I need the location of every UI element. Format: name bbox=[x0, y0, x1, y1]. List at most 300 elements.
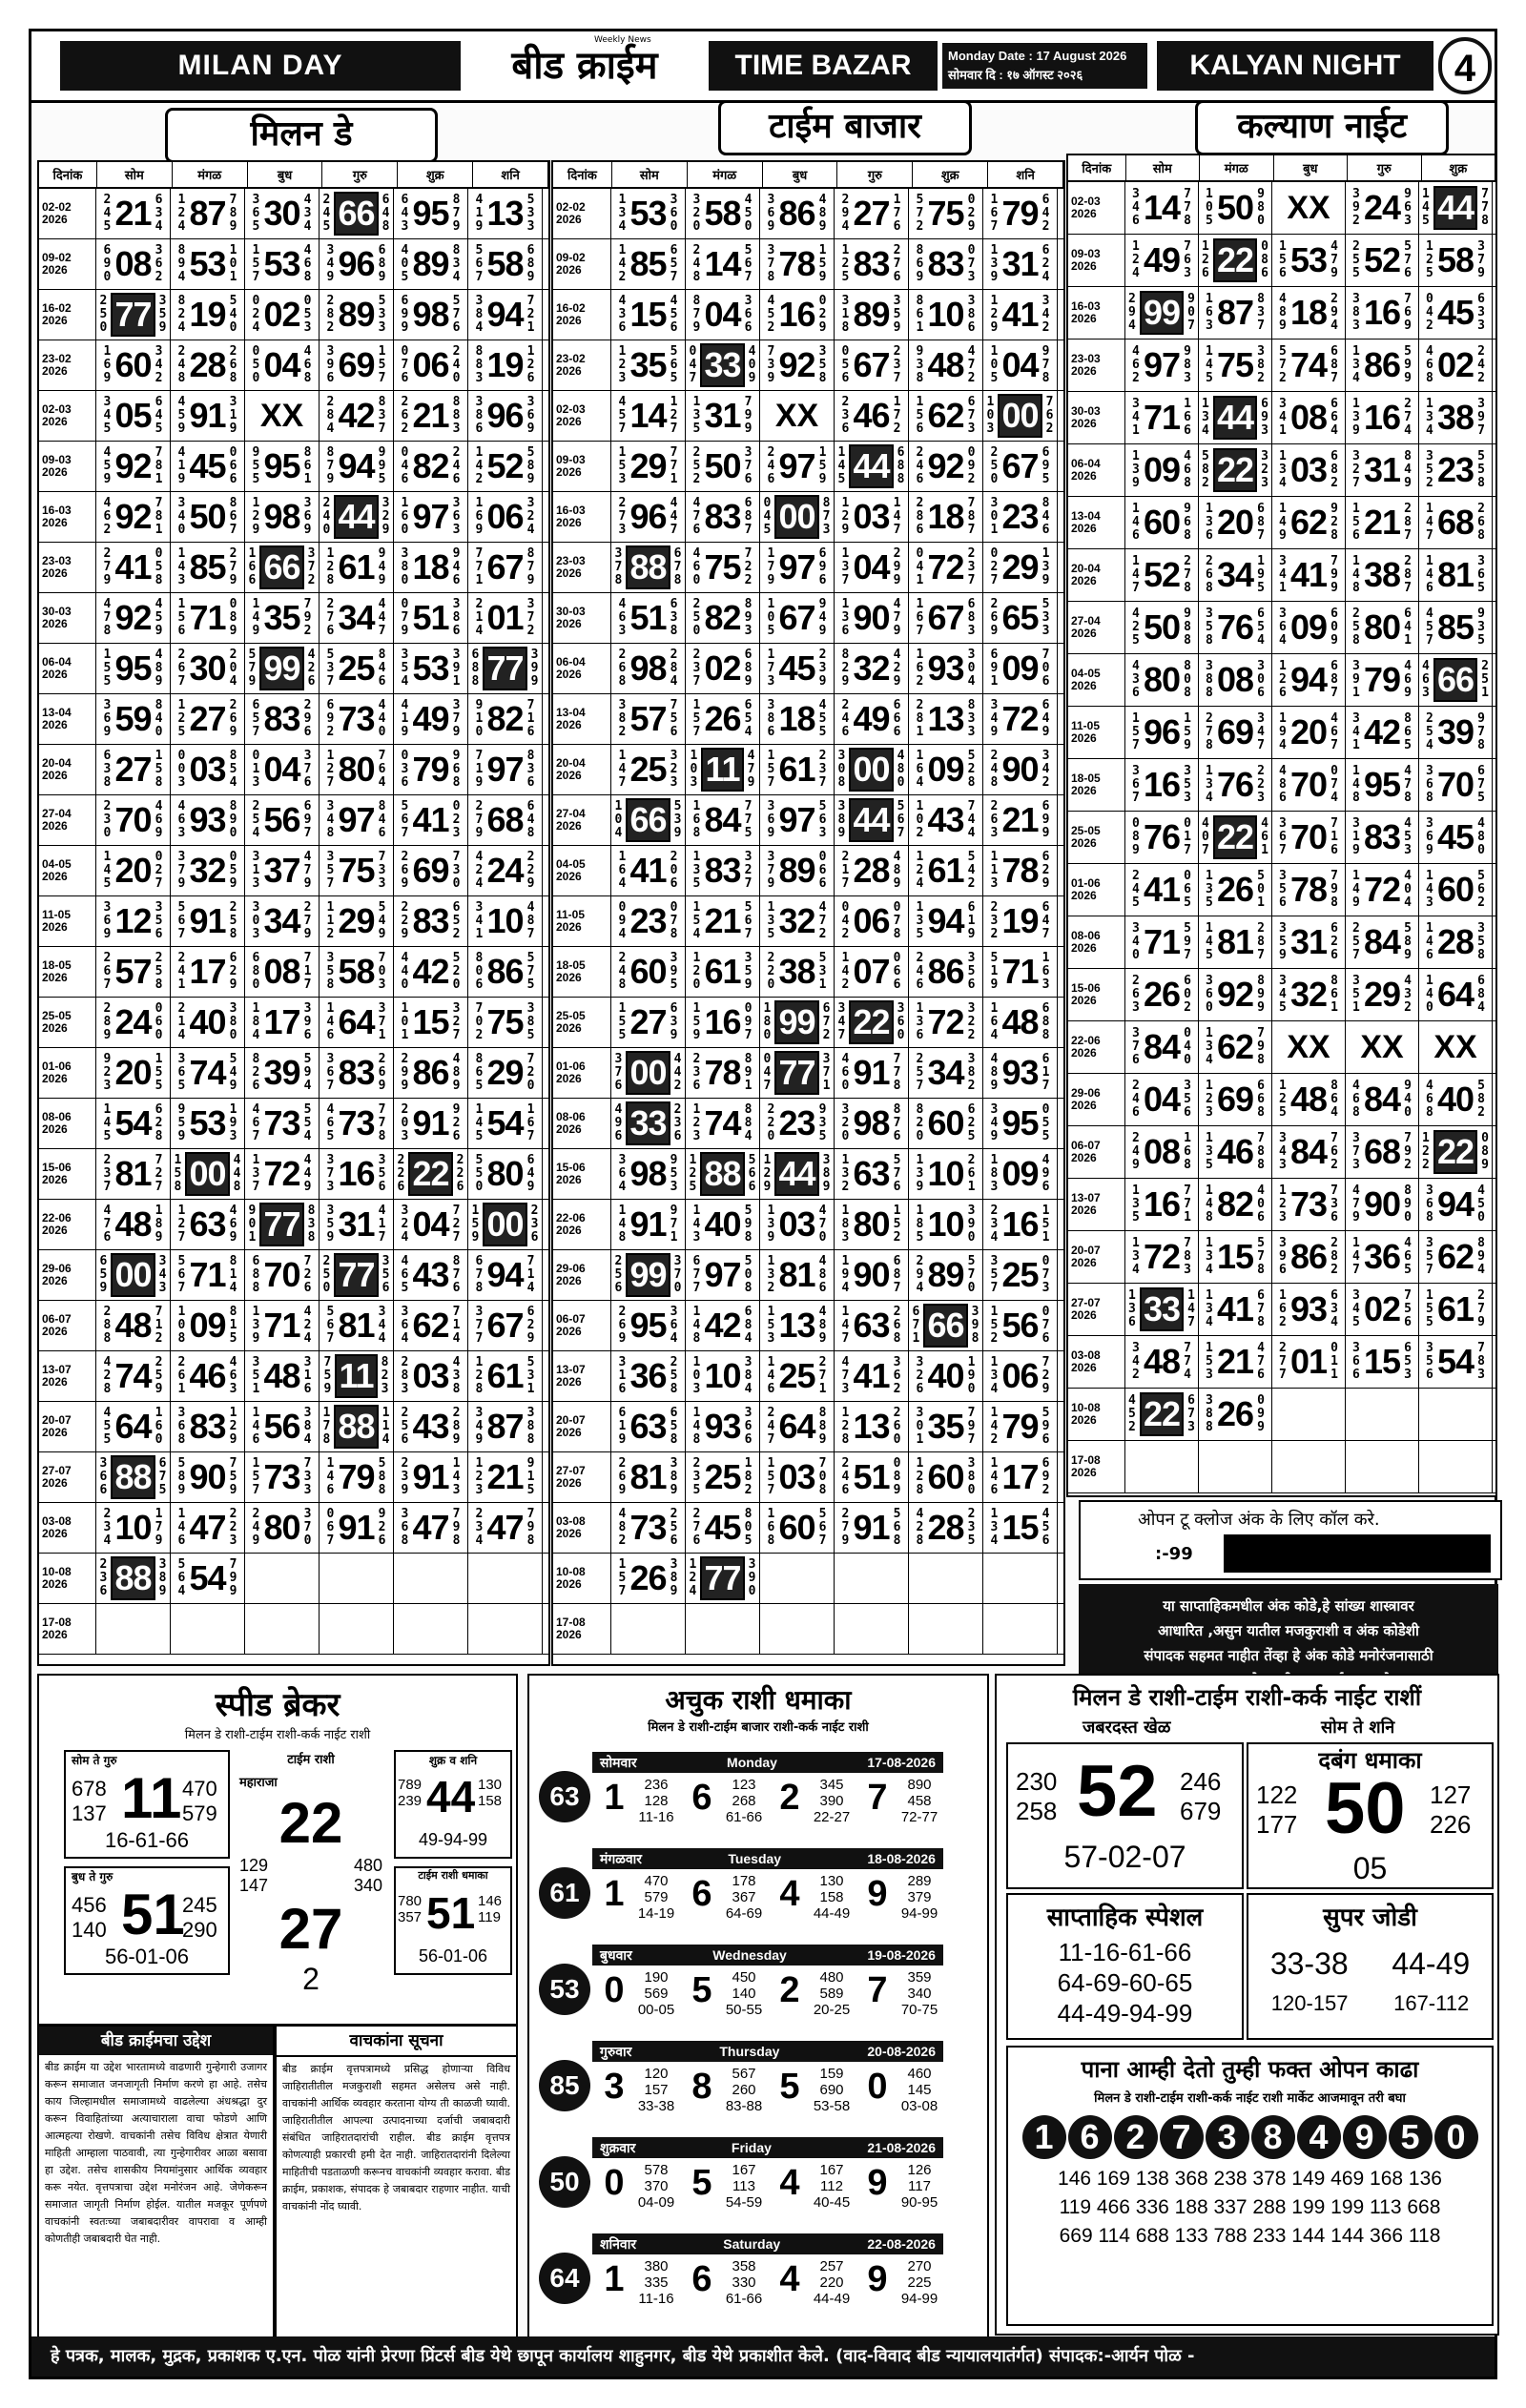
table-row bbox=[553, 1250, 1063, 1301]
open-pana: 1 4 5 bbox=[475, 1102, 484, 1143]
jodi-number: 79 bbox=[338, 1457, 375, 1496]
close-pana: 3 8 0 bbox=[967, 1456, 976, 1497]
open-pana: 2 2 9 bbox=[401, 900, 409, 941]
row-date: 18-05 2026 bbox=[1068, 759, 1125, 811]
result-cell bbox=[1199, 1284, 1272, 1335]
speed-box-shukra-shani bbox=[394, 1750, 512, 1859]
close-pana: 5 7 0 bbox=[967, 1254, 976, 1295]
row-date: 09-03 2026 bbox=[39, 442, 96, 491]
table-row bbox=[553, 795, 1063, 846]
suchana-section bbox=[275, 2025, 518, 2338]
table-row bbox=[553, 947, 1063, 998]
result-cell bbox=[320, 1554, 394, 1603]
column-header: मंगळ bbox=[688, 162, 763, 187]
result-cell bbox=[245, 1604, 320, 1654]
close-pana: 7 0 8 bbox=[818, 1456, 827, 1497]
close-pana: 7 1 4 bbox=[452, 1305, 461, 1346]
jodi-pair: 11-16 bbox=[638, 1809, 674, 1825]
row-date: 23-02 2026 bbox=[553, 340, 611, 390]
day-date: 17-08-2026 bbox=[867, 1755, 936, 1770]
result-cell bbox=[320, 1351, 394, 1401]
close-pana: 6 1 7 bbox=[1041, 1052, 1050, 1093]
day-number-badge: 61 bbox=[539, 1867, 590, 1919]
digit-value: 5 bbox=[691, 2163, 712, 2203]
pana-values: 236 128 bbox=[644, 1777, 669, 1809]
column-header: बुध bbox=[763, 162, 838, 187]
result-cell bbox=[1199, 340, 1272, 391]
close-pana: 6 9 5 bbox=[1041, 445, 1050, 486]
open-pana: 3 7 6 bbox=[1132, 1026, 1140, 1067]
jodi-number: 86 bbox=[412, 1053, 449, 1092]
speed-box-maharaja bbox=[239, 1750, 382, 2007]
digit bbox=[688, 1873, 716, 1915]
jodi-number: 78 bbox=[1001, 851, 1039, 890]
digit-value: 9 bbox=[867, 1874, 888, 1914]
jodi-number: 46 bbox=[853, 396, 890, 435]
jodi-number: 97 bbox=[338, 800, 375, 839]
result-cell bbox=[96, 543, 171, 592]
result-cell bbox=[1125, 444, 1199, 496]
open-pana: 4 5 5 bbox=[103, 1406, 112, 1447]
jodi-number: 69 bbox=[338, 345, 375, 384]
result-cell bbox=[320, 1402, 394, 1451]
jodi-number: 67 bbox=[927, 598, 964, 637]
jodi-number: 21 bbox=[1001, 800, 1039, 839]
jodi-number: 77 bbox=[700, 1556, 744, 1600]
open-pana: 1 0 3 bbox=[986, 395, 995, 436]
result-cell bbox=[611, 1402, 686, 1451]
result-cell bbox=[394, 846, 468, 895]
open-pana: 1 3 6 bbox=[916, 1001, 924, 1042]
table-row bbox=[39, 1301, 548, 1351]
jodi-number: 67 bbox=[1001, 446, 1039, 485]
result-cell bbox=[171, 1402, 245, 1451]
close-pana: 9 4 0 bbox=[1404, 1079, 1412, 1120]
open-pana: 1 2 0 bbox=[692, 951, 701, 992]
open-pana: 4 6 0 bbox=[841, 1052, 850, 1093]
jodi-number: 73 bbox=[263, 1457, 300, 1496]
pana: 340 bbox=[353, 1876, 382, 1895]
open-pana: 3 6 7 bbox=[326, 1052, 335, 1093]
column-header: शनि bbox=[988, 162, 1063, 187]
open-pana: 8 8 3 bbox=[475, 344, 484, 385]
open-pana: 1 5 3 bbox=[767, 1305, 775, 1346]
close-pana: 5 6 7 bbox=[744, 900, 753, 941]
close-pana: 8 3 4 bbox=[452, 243, 461, 284]
result-cell bbox=[909, 391, 983, 441]
open-pana: 1 8 3 bbox=[841, 1204, 850, 1245]
table-row bbox=[553, 846, 1063, 896]
close-pana: 2 7 1 bbox=[818, 1355, 827, 1396]
jodi-number: 91 bbox=[629, 1204, 667, 1244]
result-cell bbox=[320, 340, 394, 390]
jodi-number: 78 bbox=[1289, 870, 1328, 909]
close-pana: 2 6 8 bbox=[893, 1305, 901, 1346]
row-date: 18-05 2026 bbox=[553, 947, 611, 997]
big-number: 44 bbox=[426, 1772, 476, 1821]
result-cell bbox=[320, 694, 394, 744]
open-pana: 0 3 6 bbox=[401, 749, 409, 790]
digit-value: 4 bbox=[779, 2259, 800, 2299]
close-pana: 8 9 0 bbox=[229, 799, 237, 840]
jodi-number: 57 bbox=[114, 952, 152, 991]
row-date: 17-08 2026 bbox=[39, 1604, 96, 1654]
close-pana: 7 7 1 bbox=[1184, 1183, 1191, 1225]
open-pana: 3 4 0 bbox=[1132, 921, 1140, 962]
result-cell bbox=[245, 1351, 320, 1401]
result-cell bbox=[686, 391, 760, 441]
close-pana: 3 6 9 bbox=[526, 395, 535, 436]
open-pana: 4 5 9 bbox=[177, 395, 186, 436]
jodi-number: 54 bbox=[486, 1103, 524, 1142]
table-row bbox=[553, 1452, 1063, 1503]
jodi-number: 15 bbox=[1001, 1508, 1039, 1547]
result-cell bbox=[171, 1099, 245, 1148]
open-pana: 1 0 3 bbox=[690, 749, 698, 790]
jodi-number: 83 bbox=[927, 244, 964, 283]
open-pana: 3 6 4 bbox=[401, 1305, 409, 1346]
open-pana: 0 6 7 bbox=[326, 1507, 335, 1548]
kalyan-night-table bbox=[1066, 154, 1497, 1497]
jodi-number: 48 bbox=[927, 345, 964, 384]
close-pana: 6 5 4 bbox=[744, 698, 753, 739]
result-cell bbox=[245, 1301, 320, 1350]
jodi-number: 46 bbox=[189, 1356, 226, 1395]
jodi-number: 14 bbox=[1143, 188, 1181, 227]
jodi-pair: 64-69 bbox=[725, 1905, 763, 1922]
digit bbox=[863, 2066, 892, 2108]
result-cell bbox=[1199, 1389, 1272, 1440]
jodi-number: 25 bbox=[629, 750, 667, 789]
jodi-number: 97 bbox=[412, 497, 449, 536]
open-pana: 2 4 8 bbox=[692, 243, 701, 284]
open-pana: 3 7 9 bbox=[177, 850, 186, 891]
box-label: टाईम राशी bbox=[287, 1753, 335, 1767]
open-pana: 1 1 3 bbox=[990, 850, 999, 891]
jodi-number: 09 bbox=[1001, 1154, 1039, 1193]
result-cell bbox=[1419, 1389, 1493, 1440]
speed-title: स्पीड ब्रेकर bbox=[215, 1686, 340, 1724]
row-date: 09-02 2026 bbox=[553, 239, 611, 289]
open-pana: 1 3 5 bbox=[767, 900, 775, 941]
result-cell bbox=[983, 947, 1058, 997]
open-pana: 3 5 6 bbox=[1279, 869, 1287, 910]
jodi-number: 26 bbox=[629, 1558, 667, 1597]
open-pana: 2 3 4 bbox=[103, 1507, 112, 1548]
uddesh-section bbox=[37, 2025, 275, 2338]
result-cell bbox=[760, 340, 835, 390]
close-pana: 5 7 8 bbox=[1257, 1236, 1265, 1277]
close-pana: 3 7 2 bbox=[307, 546, 316, 587]
big-number: 51 bbox=[121, 1883, 185, 1946]
open-pana: 1 6 0 bbox=[401, 496, 409, 537]
close-pana: 6 9 9 bbox=[1041, 799, 1050, 840]
table-row bbox=[553, 391, 1063, 442]
jodi-number: 91 bbox=[412, 1103, 449, 1142]
jodi-line: 56-01-06 bbox=[104, 1945, 190, 1968]
result-cell bbox=[468, 694, 543, 744]
close-pana: 3 6 3 bbox=[452, 496, 461, 537]
close-pana: 1 7 6 bbox=[893, 193, 901, 234]
pana-values: 470 579 bbox=[644, 1873, 669, 1905]
close-pana: 2 0 4 bbox=[229, 648, 237, 689]
jodi-number: 21 bbox=[486, 1457, 524, 1496]
digit-value: 2 bbox=[779, 1778, 800, 1818]
close-pana: 5 3 1 bbox=[526, 1355, 535, 1396]
table-row bbox=[39, 391, 548, 442]
close-pana: 8 8 4 bbox=[744, 1102, 753, 1143]
big-number: 52 bbox=[1077, 1751, 1158, 1832]
pana-group bbox=[804, 2066, 859, 2114]
result-cell bbox=[171, 593, 245, 643]
result-cell bbox=[1419, 1336, 1493, 1388]
close-pana: 0 8 6 bbox=[1261, 239, 1268, 280]
open-pana: 2 6 7 bbox=[103, 951, 112, 992]
close-pana: 3 7 9 bbox=[1477, 239, 1485, 280]
pana: 147 bbox=[239, 1876, 269, 1895]
open-pana: 1 4 8 bbox=[618, 1204, 627, 1245]
result-cell bbox=[1419, 340, 1493, 391]
result-cell bbox=[171, 239, 245, 289]
close-pana: 5 7 5 bbox=[526, 951, 535, 992]
table-row bbox=[39, 1402, 548, 1452]
result-cell bbox=[96, 593, 171, 643]
result-cell bbox=[1125, 1179, 1199, 1230]
close-pana: 4 6 1 bbox=[1261, 816, 1268, 857]
open-pana: 1 8 4 bbox=[252, 1001, 260, 1042]
open-pana: 1 2 6 bbox=[1202, 239, 1209, 280]
result-cell bbox=[1199, 1441, 1272, 1492]
row-date: 13-07 2026 bbox=[553, 1351, 611, 1401]
jodi-number: 93 bbox=[704, 1407, 741, 1446]
jodi-number: 74 bbox=[114, 1356, 152, 1395]
close-pana: 8 1 5 bbox=[229, 1305, 237, 1346]
open-pana: 1 5 7 bbox=[618, 1557, 627, 1598]
jodi-number: 45 bbox=[1436, 817, 1474, 856]
close-pana: 1 6 3 bbox=[1041, 951, 1050, 992]
result-cell bbox=[468, 998, 543, 1047]
row-date: 20-07 2026 bbox=[1068, 1231, 1125, 1283]
close-pana: 4 7 9 bbox=[893, 597, 901, 638]
result-cell bbox=[171, 694, 245, 744]
close-pana: 3 9 0 bbox=[748, 1557, 756, 1598]
jodi-number: 90 bbox=[853, 1255, 890, 1294]
jodi-number: 04 bbox=[704, 295, 741, 334]
jodi-number: 93 bbox=[927, 648, 964, 688]
jodi-number: 59 bbox=[114, 699, 152, 738]
jodi-number: 88 bbox=[111, 1556, 155, 1600]
result-cell bbox=[245, 239, 320, 289]
open-pana: 4 8 9 bbox=[1279, 292, 1287, 333]
result-cell bbox=[686, 1149, 760, 1199]
jodi-number: 84 bbox=[704, 800, 741, 839]
row-date: 20-07 2026 bbox=[553, 1402, 611, 1451]
table-row bbox=[553, 442, 1063, 492]
close-pana: 4 0 9 bbox=[748, 344, 756, 385]
result-cell bbox=[1272, 707, 1346, 758]
table-row bbox=[1068, 654, 1495, 707]
column-header: मंगळ bbox=[1200, 155, 1273, 180]
jodi-number: 22 bbox=[1213, 238, 1257, 282]
close-pana: 4 7 9 bbox=[1330, 239, 1338, 280]
open-pana: 1 6 4 bbox=[916, 749, 924, 790]
jodi-number: 44 bbox=[1213, 396, 1257, 440]
result-cell bbox=[909, 593, 983, 643]
open-pana: 5 6 4 bbox=[177, 1557, 186, 1598]
result-cell bbox=[983, 1604, 1058, 1654]
open-pana: 1 2 3 bbox=[475, 1456, 484, 1497]
close-pana: 2 8 9 bbox=[452, 1406, 461, 1447]
jodi-number: 60 bbox=[778, 1508, 815, 1547]
open-pana: 4 7 6 bbox=[692, 496, 701, 537]
jodi-number: 43 bbox=[412, 1255, 449, 1294]
open-pana: 1 3 6 bbox=[1206, 502, 1213, 543]
open-pana: 1 5 5 bbox=[1426, 1288, 1433, 1329]
close-pana: 4 5 9 bbox=[155, 597, 163, 638]
jodi-number: 45 bbox=[778, 648, 815, 688]
result-cell bbox=[1346, 707, 1419, 758]
open-pana: 1 4 3 bbox=[692, 1204, 701, 1245]
close-pana: 6 8 7 bbox=[1257, 502, 1265, 543]
pana-values: 460 145 bbox=[907, 2066, 932, 2098]
table-row bbox=[553, 1351, 1063, 1402]
close-pana: 7 2 2 bbox=[744, 546, 753, 587]
jodi-number: 39 bbox=[1436, 712, 1474, 751]
close-pana: 3 8 9 bbox=[670, 1557, 678, 1598]
jodi-number: 90 bbox=[1363, 1184, 1401, 1224]
open-pana: 1 3 9 bbox=[916, 1153, 924, 1194]
table-row bbox=[39, 290, 548, 340]
open-pana: 1 0 5 bbox=[990, 344, 999, 385]
close-pana: 7 2 7 bbox=[452, 1204, 461, 1245]
jodi-number: 10 bbox=[927, 1154, 964, 1193]
pana-values: 890 458 bbox=[907, 1777, 932, 1809]
result-cell bbox=[983, 795, 1058, 845]
jodi-number: 69 bbox=[1216, 712, 1254, 751]
table-row bbox=[1068, 1284, 1495, 1336]
open-pana: 3 6 7 bbox=[1279, 816, 1287, 857]
result-cell bbox=[320, 543, 394, 592]
jodi-number: 03 bbox=[412, 1356, 449, 1395]
close-pana: 6 9 7 bbox=[303, 799, 312, 840]
open-pana: 5 6 7 bbox=[326, 1305, 335, 1346]
pana: 127 bbox=[1430, 1780, 1472, 1809]
close-pana: 8 3 7 bbox=[378, 395, 386, 436]
open-pana: 3 6 5 bbox=[252, 193, 260, 234]
open-pana: 3 4 6 bbox=[1132, 187, 1140, 228]
jodi-number: 68 bbox=[1436, 503, 1474, 542]
open-pana: 4 6 8 bbox=[1426, 344, 1433, 385]
table-row bbox=[1068, 1441, 1495, 1493]
result-cell bbox=[611, 593, 686, 643]
jodi-number: 00 bbox=[483, 1203, 526, 1246]
close-pana: 3 8 9 bbox=[670, 1456, 678, 1497]
date-marathi: सोमवार दि : १७ ऑगस्ट २०२६ bbox=[948, 68, 1083, 82]
open-pana: 2 4 6 bbox=[841, 698, 850, 739]
open-pana: 4 9 6 bbox=[614, 1102, 623, 1143]
jodi-number: 48 bbox=[114, 1204, 152, 1244]
big-number: 11 bbox=[121, 1766, 182, 1830]
table-row bbox=[39, 543, 548, 593]
jodi-number: 54 bbox=[189, 1558, 226, 1597]
open-pana: 8 6 9 bbox=[916, 243, 924, 284]
jodi-pair: 33-38 bbox=[637, 2098, 675, 2114]
jodi-number: 28 bbox=[927, 1508, 964, 1547]
jodi-pair: 53-58 bbox=[813, 2098, 851, 2114]
result-cell bbox=[1419, 916, 1493, 968]
open-pana: 4 3 6 bbox=[618, 294, 627, 335]
digit bbox=[775, 2162, 804, 2204]
open-pana: 3 5 4 bbox=[401, 648, 409, 689]
result-cell bbox=[394, 492, 468, 542]
open-pana: 1 0 1 bbox=[401, 1001, 409, 1042]
result-cell bbox=[611, 1048, 686, 1098]
result-cell bbox=[835, 998, 909, 1047]
box-label: शुक्र व शनि bbox=[428, 1754, 478, 1767]
achuk-day bbox=[539, 2041, 944, 2119]
jodi-number: 53 bbox=[629, 194, 667, 233]
open-pana: 1 5 3 bbox=[618, 445, 627, 486]
result-cell bbox=[909, 1301, 983, 1350]
close-pana: 1 5 7 bbox=[378, 344, 386, 385]
result-cell bbox=[686, 846, 760, 895]
close-pana: 8 9 1 bbox=[744, 1052, 753, 1093]
jodi-number: 60 bbox=[1436, 870, 1474, 909]
jodi-number: 58 bbox=[338, 952, 375, 991]
open-pana: 3 7 8 bbox=[767, 243, 775, 284]
close-pana: 8 3 6 bbox=[526, 749, 535, 790]
jodi-number: 03 bbox=[853, 497, 890, 536]
row-date: 25-05 2026 bbox=[553, 998, 611, 1047]
result-cell bbox=[760, 1503, 835, 1553]
close-pana: 9 7 8 bbox=[1041, 344, 1050, 385]
result-cell bbox=[468, 1200, 543, 1249]
open-pana: 2 8 6 bbox=[916, 496, 924, 537]
jodi-number: 09 bbox=[1289, 607, 1328, 647]
open-pana: 1 2 9 bbox=[841, 496, 850, 537]
open-pana: 4 6 0 bbox=[692, 546, 701, 587]
result-cell bbox=[320, 846, 394, 895]
jodi-number: 91 bbox=[338, 1508, 375, 1547]
result-cell bbox=[468, 896, 543, 946]
jodi-number: 31 bbox=[1363, 450, 1401, 489]
result-cell bbox=[1419, 707, 1493, 758]
open-pana: 3 5 1 bbox=[252, 1355, 260, 1396]
row-date: 10-08 2026 bbox=[39, 1554, 96, 1603]
open-pana: 3 7 7 bbox=[475, 1305, 484, 1346]
result-cell bbox=[835, 1452, 909, 1502]
jodi-number: 17 bbox=[263, 1002, 300, 1041]
close-pana: 0 7 3 bbox=[1041, 1254, 1050, 1295]
close-pana: 4 2 4 bbox=[303, 1305, 312, 1346]
result-cell bbox=[320, 1604, 394, 1654]
close-pana: 8 3 7 bbox=[1257, 292, 1265, 333]
close-pana: 3 9 9 bbox=[530, 648, 539, 689]
table-header bbox=[1068, 155, 1495, 182]
close-pana: 5 0 8 bbox=[744, 1254, 753, 1295]
digit-value: 1 bbox=[604, 1778, 625, 1818]
open-pana: 5 1 9 bbox=[990, 951, 999, 992]
jodi-number: 24 bbox=[114, 1002, 152, 1041]
close-pana: 9 5 3 bbox=[670, 1153, 678, 1194]
row-date: 06-07 2026 bbox=[553, 1301, 611, 1350]
close-pana: 7 2 0 bbox=[526, 1052, 535, 1093]
close-pana: 2 0 6 bbox=[670, 850, 678, 891]
row-date: 13-04 2026 bbox=[1068, 497, 1125, 548]
row-date: 27-07 2026 bbox=[553, 1452, 611, 1502]
jodi-number: 31 bbox=[338, 1204, 375, 1244]
close-pana: 4 8 9 bbox=[818, 193, 827, 234]
